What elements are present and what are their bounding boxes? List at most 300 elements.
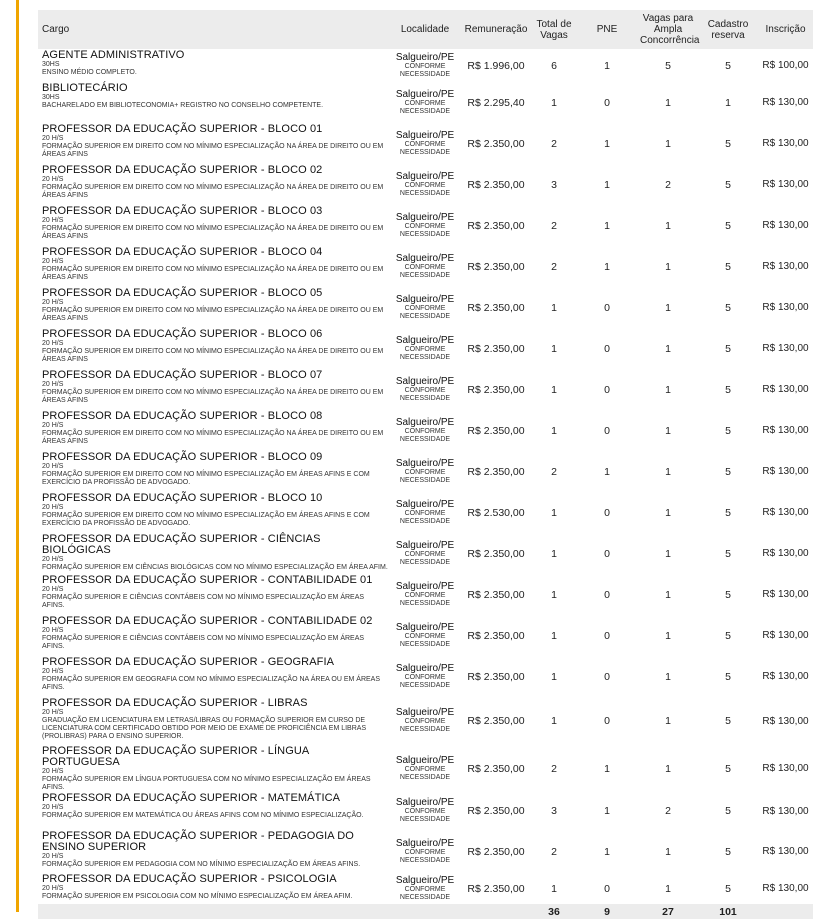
cargo-title: PROFESSOR DA EDUCAÇÃO SUPERIOR - PEDAGOGIA DO ENSINO SUPERIOR: [42, 830, 354, 853]
cadastro-cell: 5: [725, 342, 731, 355]
localidade-note: CONFORME NECESSIDADE: [399, 550, 451, 566]
total-vagas-cell: 1: [551, 588, 557, 601]
cadastro-cell: 5: [725, 424, 731, 437]
total-vagas-cell: 1: [551, 342, 557, 355]
pne-cell: 1: [604, 59, 610, 72]
totals-total-vagas: 36: [548, 905, 560, 918]
remuneracao-cell: R$ 2.350,00: [467, 805, 525, 817]
remuneracao-cell: R$ 2.350,00: [467, 715, 525, 727]
header-localidade: Localidade: [400, 24, 450, 35]
total-vagas-cell: 1: [551, 715, 557, 727]
localidade-note: CONFORME NECESSIDADE: [399, 509, 451, 525]
cadastro-cell: 5: [725, 383, 731, 396]
cargo-cell: [38, 533, 390, 574]
table-row: [38, 873, 813, 904]
ampla-cell: 1: [665, 670, 671, 683]
cargo-title: PROFESSOR DA EDUCAÇÃO SUPERIOR - LÍNGUA PORTUGUESA: [42, 745, 309, 768]
left-accent-rule: [16, 0, 19, 912]
cargo-requirements: FORMAÇÃO SUPERIOR EM DIREITO COM NO MÍNIMO ESPECIALIZAÇÃO NA ÁREA DE DIREITO OU EM ÁREAS AFINS: [42, 430, 384, 445]
cadastro-cell: 1: [725, 96, 731, 109]
localidade-cell: [390, 533, 460, 574]
localidade-cell: [390, 830, 460, 873]
cargo-title: PROFESSOR DA EDUCAÇÃO SUPERIOR - BLOCO 05: [42, 287, 323, 299]
pne-cell: 0: [604, 96, 610, 109]
table-row: [38, 615, 813, 656]
ampla-cell: 1: [665, 424, 671, 437]
localidade-cell: [390, 451, 460, 492]
cargo-cell: [38, 410, 390, 451]
inscricao-cell: R$ 130,00: [762, 179, 809, 190]
localidade-cell: [390, 164, 460, 205]
cargo-title: PROFESSOR DA EDUCAÇÃO SUPERIOR - LIBRAS: [42, 697, 308, 709]
localidade-city: Salgueiro/PE: [395, 621, 455, 633]
localidade-cell: [390, 246, 460, 287]
inscricao-cell: R$ 130,00: [762, 589, 809, 600]
remuneracao-cell: R$ 2.350,00: [467, 383, 525, 396]
cargo-requirements: BACHARELADO EM BIBLIOTECONOMIA+ REGISTRO NO CONSELHO COMPETENTE.: [42, 102, 324, 109]
localidade-note: CONFORME NECESSIDADE: [399, 427, 451, 443]
localidade-note: CONFORME NECESSIDADE: [399, 181, 451, 197]
cargo-cell: [38, 615, 390, 656]
inscricao-cell: R$ 130,00: [762, 425, 809, 436]
cargo-hours: 20 H/S: [42, 668, 64, 675]
header-pne: PNE: [596, 24, 618, 35]
localidade-city: Salgueiro/PE: [395, 252, 455, 264]
cargo-title: PROFESSOR DA EDUCAÇÃO SUPERIOR - GEOGRAFIA: [42, 656, 335, 668]
ampla-cell: 1: [665, 588, 671, 601]
inscricao-cell: R$ 130,00: [762, 763, 809, 774]
cadastro-cell: 5: [725, 588, 731, 601]
vacancies-table-wrapper: [38, 10, 813, 919]
ampla-cell: 1: [665, 845, 671, 858]
cargo-hours: 20 H/S: [42, 381, 64, 388]
cadastro-cell: 5: [725, 715, 731, 727]
table-row: [38, 533, 813, 574]
table-row: [38, 792, 813, 830]
cadastro-cell: 5: [725, 629, 731, 642]
localidade-cell: [390, 656, 460, 697]
cargo-hours: 20 H/S: [42, 258, 64, 265]
localidade-city: Salgueiro/PE: [395, 375, 455, 387]
pne-cell: 1: [604, 178, 610, 191]
cargo-hours: 20 H/S: [42, 586, 64, 593]
localidade-city: Salgueiro/PE: [395, 580, 455, 592]
cadastro-cell: 5: [725, 219, 731, 232]
pne-cell: 0: [604, 506, 610, 519]
total-vagas-cell: 1: [551, 383, 557, 396]
localidade-note: CONFORME NECESSIDADE: [399, 222, 451, 238]
header-total-vagas: Total de Vagas: [536, 18, 572, 41]
localidade-cell: [390, 369, 460, 410]
ampla-cell: 1: [665, 762, 671, 775]
ampla-cell: 1: [665, 260, 671, 273]
localidade-cell: [390, 287, 460, 328]
cargo-requirements: ENSINO MÉDIO COMPLETO.: [42, 69, 137, 76]
remuneracao-cell: R$ 2.350,00: [467, 465, 525, 478]
table-row: [38, 574, 813, 615]
cargo-requirements: FORMAÇÃO SUPERIOR EM DIREITO COM NO MÍNIMO ESPECIALIZAÇÃO NA ÁREA DE DIREITO OU EM ÁREAS AFINS: [42, 266, 384, 281]
localidade-cell: [390, 615, 460, 656]
total-vagas-cell: 1: [551, 547, 557, 560]
localidade-cell: [390, 123, 460, 164]
ampla-cell: 1: [665, 547, 671, 560]
table-row: [38, 745, 813, 792]
remuneracao-cell: R$ 2.350,00: [467, 424, 525, 437]
cargo-cell: [38, 369, 390, 410]
ampla-cell: 1: [665, 383, 671, 396]
totals-cadastro: 101: [719, 905, 737, 918]
localidade-cell: [390, 792, 460, 830]
table-row: [38, 697, 813, 745]
cargo-cell: [38, 792, 390, 830]
cargo-cell: [38, 873, 390, 904]
ampla-cell: 1: [665, 506, 671, 519]
localidade-note: CONFORME NECESSIDADE: [399, 468, 451, 484]
cargo-requirements: FORMAÇÃO SUPERIOR EM DIREITO COM NO MÍNIMO ESPECIALIZAÇÃO NA ÁREA DE DIREITO OU EM ÁREAS AFINS: [42, 348, 384, 363]
cargo-hours: 20 H/S: [42, 556, 64, 563]
localidade-cell: [390, 410, 460, 451]
cargo-hours: 20 H/S: [42, 299, 64, 306]
pne-cell: 0: [604, 629, 610, 642]
total-vagas-cell: 1: [551, 424, 557, 437]
remuneracao-cell: R$ 2.350,00: [467, 588, 525, 601]
table-row: [38, 246, 813, 287]
pne-cell: 1: [604, 762, 610, 775]
cargo-hours: 30HS: [42, 94, 60, 101]
localidade-cell: [390, 82, 460, 123]
cargo-hours: 20 H/S: [42, 709, 64, 716]
ampla-cell: 2: [665, 805, 671, 817]
remuneracao-cell: R$ 2.350,00: [467, 342, 525, 355]
inscricao-cell: R$ 130,00: [762, 507, 809, 518]
ampla-cell: 1: [665, 882, 671, 895]
cargo-cell: [38, 246, 390, 287]
cargo-title: PROFESSOR DA EDUCAÇÃO SUPERIOR - BLOCO 01: [42, 123, 323, 135]
inscricao-cell: R$ 100,00: [762, 60, 809, 71]
inscricao-cell: R$ 130,00: [762, 384, 809, 395]
inscricao-cell: R$ 130,00: [762, 883, 809, 894]
cargo-hours: 20 H/S: [42, 463, 64, 470]
cargo-cell: [38, 451, 390, 492]
table-body: [38, 49, 813, 904]
cargo-cell: [38, 697, 390, 745]
localidade-note: CONFORME NECESSIDADE: [399, 632, 451, 648]
remuneracao-cell: R$ 2.295,40: [467, 96, 525, 109]
total-vagas-cell: 1: [551, 670, 557, 683]
inscricao-cell: R$ 130,00: [762, 97, 809, 108]
cargo-requirements: FORMAÇÃO SUPERIOR EM DIREITO COM NO MÍNIMO ESPECIALIZAÇÃO NA ÁREA DE DIREITO OU EM ÁREAS AFINS: [42, 184, 384, 199]
cargo-requirements: FORMAÇÃO SUPERIOR EM DIREITO COM NO MÍNIMO ESPECIALIZAÇÃO NA ÁREA DE DIREITO OU EM ÁREAS AFINS: [42, 225, 384, 240]
localidade-note: CONFORME NECESSIDADE: [399, 345, 451, 361]
cargo-hours: 20 H/S: [42, 340, 64, 347]
table-row: [38, 123, 813, 164]
cargo-requirements: FORMAÇÃO SUPERIOR EM DIREITO COM NO MÍNIMO ESPECIALIZAÇÃO NA ÁREA DE DIREITO OU EM ÁREAS AFINS: [42, 307, 384, 322]
cargo-title: PROFESSOR DA EDUCAÇÃO SUPERIOR - CONTABILIDADE 01: [42, 574, 373, 586]
cargo-cell: [38, 745, 390, 792]
localidade-city: Salgueiro/PE: [395, 88, 455, 100]
inscricao-cell: R$ 130,00: [762, 630, 809, 641]
cargo-cell: [38, 328, 390, 369]
inscricao-cell: R$ 130,00: [762, 805, 809, 817]
header-remuneracao: Remuneração: [464, 24, 528, 35]
remuneracao-cell: R$ 1.996,00: [467, 59, 525, 72]
cargo-title: BIBLIOTECÁRIO: [42, 82, 128, 94]
pne-cell: 0: [604, 670, 610, 683]
localidade-city: Salgueiro/PE: [395, 416, 455, 428]
localidade-note: CONFORME NECESSIDADE: [399, 304, 451, 320]
pne-cell: 1: [604, 260, 610, 273]
total-vagas-cell: 1: [551, 506, 557, 519]
header-ampla-concorrencia: Vagas para Ampla Concorrência: [640, 13, 700, 46]
cargo-requirements: FORMAÇÃO SUPERIOR EM MATEMÁTICA OU ÁREAS AFINS COM NO MÍNIMO ESPECIALIZAÇÃO.: [42, 812, 364, 819]
cargo-cell: [38, 830, 390, 873]
cadastro-cell: 5: [725, 59, 731, 72]
localidade-cell: [390, 328, 460, 369]
cargo-hours: 20 H/S: [42, 853, 64, 860]
localidade-city: Salgueiro/PE: [395, 129, 455, 141]
ampla-cell: 1: [665, 137, 671, 150]
total-vagas-cell: 2: [551, 465, 557, 478]
pne-cell: 1: [604, 805, 610, 817]
remuneracao-cell: R$ 2.350,00: [467, 260, 525, 273]
cargo-title: PROFESSOR DA EDUCAÇÃO SUPERIOR - BLOCO 03: [42, 205, 323, 217]
cargo-requirements: FORMAÇÃO SUPERIOR EM CIÊNCIAS BIOLÓGICAS COM NO MÍNIMO ESPECIALIZAÇÃO EM ÁREA AFIM.: [42, 564, 388, 571]
cargo-title: PROFESSOR DA EDUCAÇÃO SUPERIOR - BLOCO 06: [42, 328, 323, 340]
table-row: [38, 492, 813, 533]
ampla-cell: 1: [665, 96, 671, 109]
ampla-cell: 1: [665, 629, 671, 642]
table-row: [38, 164, 813, 205]
ampla-cell: 1: [665, 219, 671, 232]
cargo-cell: [38, 492, 390, 533]
total-vagas-cell: 3: [551, 178, 557, 191]
cargo-requirements: FORMAÇÃO SUPERIOR EM PSICOLOGIA COM NO MÍNIMO ESPECIALIZAÇÃO EM ÁREA AFIM.: [42, 893, 353, 900]
ampla-cell: 1: [665, 342, 671, 355]
total-vagas-cell: 1: [551, 301, 557, 314]
cargo-title: PROFESSOR DA EDUCAÇÃO SUPERIOR - BLOCO 02: [42, 164, 323, 176]
total-vagas-cell: 1: [551, 629, 557, 642]
total-vagas-cell: 2: [551, 260, 557, 273]
total-vagas-cell: 6: [551, 59, 557, 72]
inscricao-cell: R$ 130,00: [762, 715, 809, 727]
localidade-note: CONFORME NECESSIDADE: [399, 673, 451, 689]
total-vagas-cell: 2: [551, 762, 557, 775]
cargo-title: PROFESSOR DA EDUCAÇÃO SUPERIOR - BLOCO 04: [42, 246, 323, 258]
remuneracao-cell: R$ 2.350,00: [467, 762, 525, 775]
cargo-hours: 30HS: [42, 61, 60, 68]
cargo-cell: [38, 82, 390, 123]
pne-cell: 0: [604, 424, 610, 437]
cadastro-cell: 5: [725, 845, 731, 858]
cadastro-cell: 5: [725, 465, 731, 478]
localidade-note: CONFORME NECESSIDADE: [399, 718, 451, 733]
localidade-note: CONFORME NECESSIDADE: [399, 140, 451, 156]
pne-cell: 0: [604, 301, 610, 314]
localidade-note: CONFORME NECESSIDADE: [399, 62, 451, 78]
table-row: [38, 830, 813, 873]
ampla-cell: 1: [665, 465, 671, 478]
cadastro-cell: 5: [725, 882, 731, 895]
cadastro-cell: 5: [725, 762, 731, 775]
table-row: [38, 369, 813, 410]
remuneracao-cell: R$ 2.350,00: [467, 629, 525, 642]
inscricao-cell: R$ 130,00: [762, 261, 809, 272]
cargo-hours: 20 H/S: [42, 422, 64, 429]
localidade-city: Salgueiro/PE: [395, 797, 455, 808]
cargo-cell: [38, 205, 390, 246]
localidade-cell: [390, 745, 460, 792]
localidade-city: Salgueiro/PE: [395, 334, 455, 346]
remuneracao-cell: R$ 2.350,00: [467, 178, 525, 191]
cargo-hours: 20 H/S: [42, 804, 64, 811]
localidade-note: CONFORME NECESSIDADE: [399, 765, 451, 781]
table-row: [38, 451, 813, 492]
cadastro-cell: 5: [725, 260, 731, 273]
cadastro-cell: 5: [725, 301, 731, 314]
localidade-note: CONFORME NECESSIDADE: [399, 263, 451, 279]
localidade-cell: [390, 49, 460, 82]
localidade-note: CONFORME NECESSIDADE: [399, 885, 451, 901]
localidade-city: Salgueiro/PE: [395, 837, 455, 849]
localidade-city: Salgueiro/PE: [395, 211, 455, 223]
table-row: [38, 410, 813, 451]
cargo-requirements: GRADUAÇÃO EM LICENCIATURA EM LETRAS/LIBRAS OU FORMAÇÃO SUPERIOR EM CURSO DE LICENCIATURA COM CERTIFICADO OBTIDO POR MEIO DE EXAME DE PROFICIÊNCIA EM LIBRAS (PROLIBRAS) PARA O ENSINO SUPERIOR.: [42, 717, 367, 740]
localidade-cell: [390, 574, 460, 615]
localidade-city: Salgueiro/PE: [395, 707, 455, 718]
localidade-cell: [390, 205, 460, 246]
cargo-requirements: FORMAÇÃO SUPERIOR EM DIREITO COM NO MÍNIMO ESPECIALIZAÇÃO EM ÁREAS AFINS E COM EXERCÍCIO DA PROFISSÃO DE ADVOGADO.: [42, 471, 370, 486]
localidade-city: Salgueiro/PE: [395, 170, 455, 182]
cargo-title: PROFESSOR DA EDUCAÇÃO SUPERIOR - BLOCO 10: [42, 492, 323, 504]
remuneracao-cell: R$ 2.530,00: [467, 506, 525, 519]
total-vagas-cell: 1: [551, 882, 557, 895]
table-row: [38, 287, 813, 328]
cargo-requirements: FORMAÇÃO SUPERIOR EM LÍNGUA PORTUGUESA COM NO MÍNIMO ESPECIALIZAÇÃO EM ÁREAS AFINS.: [42, 776, 371, 791]
localidade-city: Salgueiro/PE: [395, 539, 455, 551]
cargo-cell: [38, 574, 390, 615]
inscricao-cell: R$ 130,00: [762, 671, 809, 682]
cargo-cell: [38, 287, 390, 328]
totals-pne: 9: [604, 905, 610, 918]
inscricao-cell: R$ 130,00: [762, 466, 809, 477]
ampla-cell: 5: [665, 59, 671, 72]
ampla-cell: 2: [665, 178, 671, 191]
vacancies-table: [38, 10, 813, 919]
remuneracao-cell: R$ 2.350,00: [467, 670, 525, 683]
header-row: [38, 10, 813, 49]
total-vagas-cell: 2: [551, 137, 557, 150]
cargo-title: PROFESSOR DA EDUCAÇÃO SUPERIOR - BLOCO 08: [42, 410, 323, 422]
cargo-hours: 20 H/S: [42, 885, 64, 892]
cargo-requirements: FORMAÇÃO SUPERIOR EM GEOGRAFIA COM NO MÍNIMO ESPECIALIZAÇÃO NA ÁREA OU EM ÁREAS AFINS.: [42, 676, 380, 691]
remuneracao-cell: R$ 2.350,00: [467, 301, 525, 314]
cadastro-cell: 5: [725, 506, 731, 519]
localidade-city: Salgueiro/PE: [395, 51, 455, 63]
total-vagas-cell: 3: [551, 805, 557, 817]
cadastro-cell: 5: [725, 670, 731, 683]
localidade-city: Salgueiro/PE: [395, 293, 455, 305]
cargo-title: PROFESSOR DA EDUCAÇÃO SUPERIOR - BLOCO 09: [42, 451, 323, 463]
pne-cell: 0: [604, 715, 610, 727]
localidade-cell: [390, 873, 460, 904]
cargo-hours: 20 H/S: [42, 768, 64, 775]
cargo-title: PROFESSOR DA EDUCAÇÃO SUPERIOR - BLOCO 07: [42, 369, 323, 381]
table-row: [38, 49, 813, 82]
inscricao-cell: R$ 130,00: [762, 220, 809, 231]
remuneracao-cell: R$ 2.350,00: [467, 219, 525, 232]
cargo-title: PROFESSOR DA EDUCAÇÃO SUPERIOR - CONTABILIDADE 02: [42, 615, 373, 627]
total-vagas-cell: 1: [551, 96, 557, 109]
inscricao-cell: R$ 130,00: [762, 343, 809, 354]
table-row: [38, 328, 813, 369]
table-row: [38, 82, 813, 123]
cargo-hours: 20 H/S: [42, 135, 64, 142]
cargo-hours: 20 H/S: [42, 627, 64, 634]
header-cargo: Cargo: [42, 24, 70, 35]
cargo-hours: 20 H/S: [42, 504, 64, 511]
table-row: [38, 656, 813, 697]
totals-ampla: 27: [662, 905, 674, 918]
total-vagas-cell: 2: [551, 845, 557, 858]
localidade-note: CONFORME NECESSIDADE: [399, 386, 451, 402]
cargo-title: PROFESSOR DA EDUCAÇÃO SUPERIOR - CIÊNCIAS BIOLÓGICAS: [42, 533, 321, 556]
inscricao-cell: R$ 130,00: [762, 302, 809, 313]
cargo-cell: [38, 49, 390, 82]
inscricao-cell: R$ 130,00: [762, 846, 809, 857]
cargo-requirements: FORMAÇÃO SUPERIOR E CIÊNCIAS CONTÁBEIS COM NO MÍNIMO ESPECIALIZAÇÃO EM ÁREAS AFINS.: [42, 594, 365, 609]
localidade-cell: [390, 492, 460, 533]
localidade-note: CONFORME NECESSIDADE: [399, 808, 451, 823]
cargo-title: PROFESSOR DA EDUCAÇÃO SUPERIOR - PSICOLOGIA: [42, 873, 337, 885]
header-cadastro-reserva: Cadastro reserva: [707, 18, 749, 41]
remuneracao-cell: R$ 2.350,00: [467, 137, 525, 150]
cargo-cell: [38, 656, 390, 697]
cargo-requirements: FORMAÇÃO SUPERIOR E CIÊNCIAS CONTÁBEIS COM NO MÍNIMO ESPECIALIZAÇÃO EM ÁREAS AFINS.: [42, 635, 365, 650]
remuneracao-cell: R$ 2.350,00: [467, 845, 525, 858]
table-row: [38, 205, 813, 246]
cargo-requirements: FORMAÇÃO SUPERIOR EM PEDAGOGIA COM NO MÍNIMO ESPECIALIZAÇÃO EM ÁREAS AFINS.: [42, 861, 361, 868]
pne-cell: 1: [604, 845, 610, 858]
cargo-requirements: FORMAÇÃO SUPERIOR EM DIREITO COM NO MÍNIMO ESPECIALIZAÇÃO EM ÁREAS AFINS E COM EXERCÍCIO DA PROFISSÃO DE ADVOGADO.: [42, 512, 370, 527]
cargo-title: AGENTE ADMINISTRATIVO: [42, 49, 185, 61]
header-inscricao: Inscrição: [765, 24, 806, 35]
cadastro-cell: 5: [725, 178, 731, 191]
pne-cell: 1: [604, 219, 610, 232]
localidade-city: Salgueiro/PE: [395, 498, 455, 510]
pne-cell: 1: [604, 465, 610, 478]
localidade-city: Salgueiro/PE: [395, 754, 455, 766]
cargo-hours: 20 H/S: [42, 217, 64, 224]
inscricao-cell: R$ 130,00: [762, 138, 809, 149]
inscricao-cell: R$ 130,00: [762, 548, 809, 559]
localidade-city: Salgueiro/PE: [395, 662, 455, 674]
pne-cell: 0: [604, 383, 610, 396]
cargo-requirements: FORMAÇÃO SUPERIOR EM DIREITO COM NO MÍNIMO ESPECIALIZAÇÃO NA ÁREA DE DIREITO OU EM ÁREAS AFINS: [42, 389, 384, 404]
localidade-city: Salgueiro/PE: [395, 874, 455, 886]
cargo-title: PROFESSOR DA EDUCAÇÃO SUPERIOR - MATEMÁTICA: [42, 792, 341, 804]
localidade-note: CONFORME NECESSIDADE: [399, 848, 451, 864]
pne-cell: 1: [604, 137, 610, 150]
localidade-note: CONFORME NECESSIDADE: [399, 99, 451, 115]
cargo-requirements: FORMAÇÃO SUPERIOR EM DIREITO COM NO MÍNIMO ESPECIALIZAÇÃO NA ÁREA DE DIREITO OU EM ÁREAS AFINS: [42, 143, 384, 158]
ampla-cell: 1: [665, 301, 671, 314]
remuneracao-cell: R$ 2.350,00: [467, 882, 525, 895]
cadastro-cell: 5: [725, 547, 731, 560]
pne-cell: 0: [604, 342, 610, 355]
cadastro-cell: 5: [725, 137, 731, 150]
localidade-cell: [390, 697, 460, 745]
localidade-note: CONFORME NECESSIDADE: [399, 591, 451, 607]
